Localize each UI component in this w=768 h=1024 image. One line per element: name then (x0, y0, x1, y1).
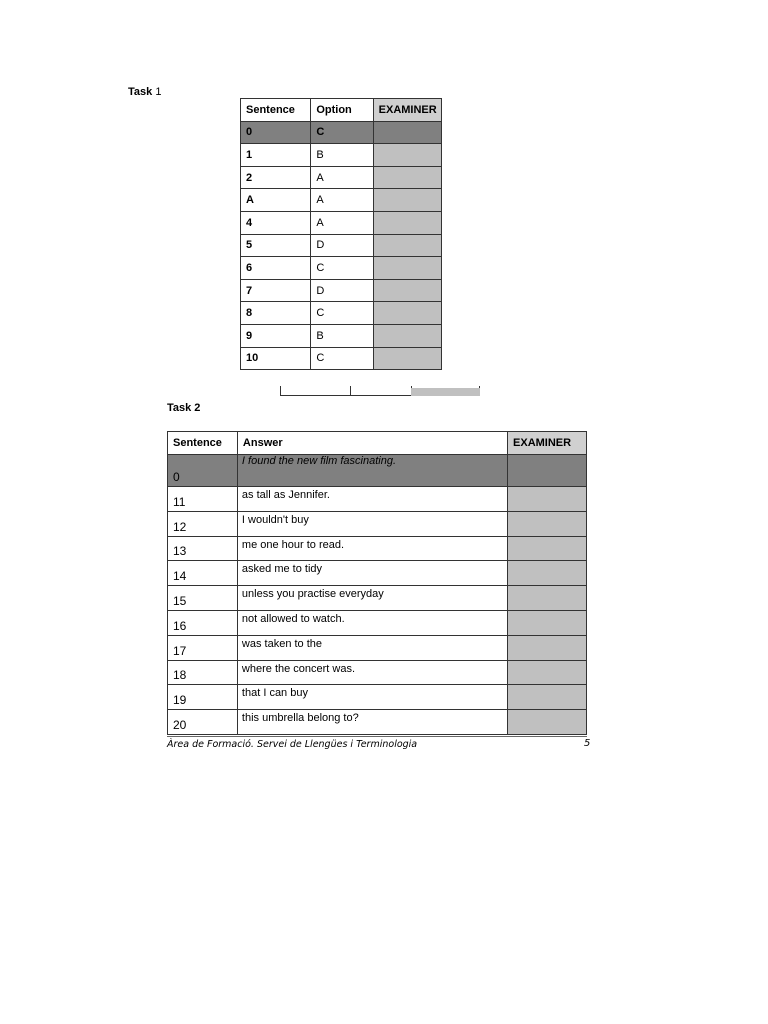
examiner-cell[interactable] (373, 234, 441, 257)
sentence-cell: 1 (241, 144, 311, 167)
examiner-cell[interactable] (373, 347, 441, 370)
sentence-cell: 13 (168, 536, 238, 561)
table-row (241, 121, 442, 144)
sentence-cell: 4 (241, 211, 311, 234)
option-cell: D (311, 234, 373, 257)
footer-text: Àrea de Formació. Servei de Llengües i Terminologia (167, 739, 418, 750)
examiner-cell[interactable] (373, 211, 441, 234)
table-row (168, 511, 587, 536)
cropped-table-fragment (280, 386, 480, 396)
answer-cell: as tall as Jennifer. (237, 487, 507, 512)
footer-divider (167, 736, 587, 737)
sentence-cell: 10 (241, 347, 311, 370)
sentence-cell: 0 (168, 455, 238, 487)
sentence-cell: 5 (241, 234, 311, 257)
column-header-examiner: EXAMINER (508, 432, 587, 455)
sentence-cell: 0 (241, 121, 311, 144)
table-row (241, 211, 442, 234)
divider (350, 386, 351, 396)
examiner-cell[interactable] (373, 144, 441, 167)
table-row (241, 144, 442, 167)
option-cell: A (311, 166, 373, 189)
task1-label: Task 1 (128, 86, 162, 98)
table-row (168, 561, 587, 586)
sentence-cell: 15 (168, 586, 238, 611)
table-row (168, 660, 587, 685)
examiner-cell[interactable] (373, 257, 441, 280)
answer-cell: asked me to tidy (237, 561, 507, 586)
option-cell: C (311, 121, 373, 144)
sentence-cell: 16 (168, 610, 238, 635)
examiner-cell (508, 455, 587, 487)
table-row (168, 635, 587, 660)
sentence-cell: A (241, 189, 311, 212)
examiner-cell[interactable] (508, 710, 587, 735)
examiner-cell[interactable] (373, 324, 441, 347)
answer-cell: this umbrella belong to? (237, 710, 507, 735)
table-header-row (241, 99, 442, 122)
task2-label: Task 2 (167, 402, 201, 414)
examiner-cell[interactable] (508, 561, 587, 586)
sentence-cell: 11 (168, 487, 238, 512)
examiner-cell[interactable] (508, 536, 587, 561)
option-cell: A (311, 211, 373, 234)
sentence-cell: 14 (168, 561, 238, 586)
option-cell: C (311, 257, 373, 280)
answer-cell: not allowed to watch. (237, 610, 507, 635)
examiner-cell[interactable] (373, 189, 441, 212)
sentence-cell: 9 (241, 324, 311, 347)
answer-cell: unless you practise everyday (237, 586, 507, 611)
examiner-cell[interactable] (373, 166, 441, 189)
column-header-answer: Answer (237, 432, 507, 455)
table-row (241, 189, 442, 212)
table-row (168, 455, 587, 487)
sentence-cell: 19 (168, 685, 238, 710)
answer-cell: that I can buy (237, 685, 507, 710)
answer-cell: was taken to the (237, 635, 507, 660)
table-row (168, 710, 587, 735)
table-row (241, 302, 442, 325)
examiner-cell[interactable] (373, 279, 441, 302)
table-header-row (168, 432, 587, 455)
table-row (168, 487, 587, 512)
examiner-cell[interactable] (508, 635, 587, 660)
sentence-cell: 2 (241, 166, 311, 189)
sentence-cell: 20 (168, 710, 238, 735)
page-number: 5 (584, 738, 591, 749)
examiner-cell-fragment (411, 388, 480, 396)
answer-cell: me one hour to read. (237, 536, 507, 561)
option-cell: D (311, 279, 373, 302)
table-row (168, 536, 587, 561)
option-cell: B (311, 324, 373, 347)
column-header-sentence: Sentence (168, 432, 238, 455)
table-row (168, 610, 587, 635)
examiner-cell[interactable] (508, 511, 587, 536)
table-row (241, 347, 442, 370)
option-cell: C (311, 347, 373, 370)
table-row (241, 166, 442, 189)
sentence-cell: 17 (168, 635, 238, 660)
sentence-cell: 6 (241, 257, 311, 280)
table-row (241, 324, 442, 347)
table-row (241, 279, 442, 302)
examiner-cell[interactable] (508, 610, 587, 635)
table-row (168, 586, 587, 611)
sentence-cell: 7 (241, 279, 311, 302)
examiner-cell[interactable] (508, 586, 587, 611)
sentence-cell: 12 (168, 511, 238, 536)
examiner-cell[interactable] (373, 302, 441, 325)
column-header-sentence: Sentence (241, 99, 311, 122)
divider (280, 386, 281, 396)
examiner-cell[interactable] (508, 487, 587, 512)
sentence-cell: 18 (168, 660, 238, 685)
examiner-cell[interactable] (508, 660, 587, 685)
table-row (241, 234, 442, 257)
task2-table (167, 431, 587, 735)
option-cell: A (311, 189, 373, 212)
table-row (168, 685, 587, 710)
table-row (241, 257, 442, 280)
sentence-cell: 8 (241, 302, 311, 325)
answer-cell: I wouldn't buy (237, 511, 507, 536)
option-cell: C (311, 302, 373, 325)
column-header-option: Option (311, 99, 373, 122)
option-cell: B (311, 144, 373, 167)
examiner-cell (373, 121, 441, 144)
examiner-cell[interactable] (508, 685, 587, 710)
answer-cell: where the concert was. (237, 660, 507, 685)
answer-cell: I found the new film fascinating. (237, 455, 507, 487)
task1-table (240, 98, 442, 370)
column-header-examiner: EXAMINER (373, 99, 441, 122)
